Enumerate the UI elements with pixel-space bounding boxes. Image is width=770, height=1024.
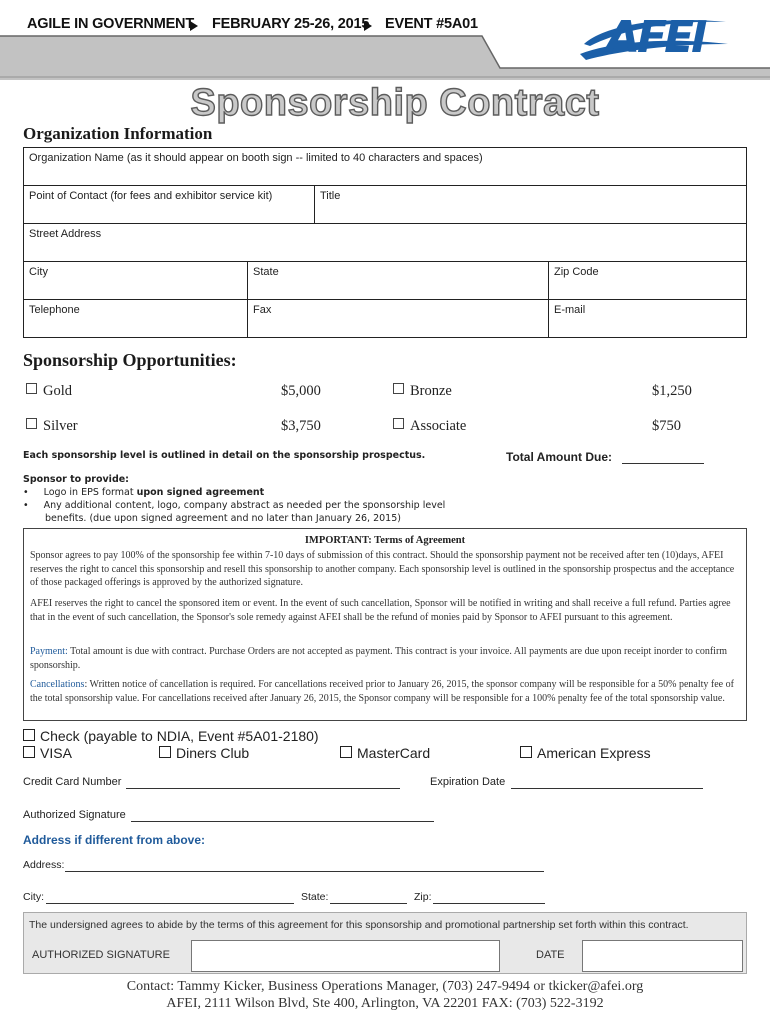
provide-item-logo-bold: upon signed agreement [136, 487, 265, 498]
provide-item-content-text: Any additional content, logo, company abstract as needed per the sponsorship level [43, 500, 446, 511]
total-amount-field[interactable] [622, 452, 704, 464]
amex-option[interactable] [520, 745, 651, 761]
payment-term-text: Total amount is due with contract. Purchase Orders are not accepted as payment. This contract is your invoice. All payments are due upon receipt inorder to confirm sponsorship. [30, 646, 728, 671]
page-title: Sponsorship Contract [190, 82, 600, 124]
silver-option[interactable] [26, 418, 78, 435]
date-label: DATE [536, 949, 565, 961]
terms-paragraph-1: Sponsor agrees to pay 100% of the sponsorship fee within 7-10 days of submission of this contract. Should the sponsorship payment not be received after ten (10)days, AFEI reserves the right to cancel this sponsorship and resell this sponsorship to another company. Each sponsorship level is outlined in the sponsorship prospectus and the acceptance of those packaged offerings is approved by the authorized signature. [30, 550, 735, 588]
prospectus-note: Each sponsorship level is outlined in detail on the sponsorship prospectus. [23, 450, 426, 461]
alt-address-label: Address: [23, 859, 65, 871]
agreement-box [23, 912, 747, 974]
org-name-field[interactable]: Organization Name (as it should appear on booth sign -- limited to 40 characters and spaces) [29, 152, 483, 164]
sponsorship-heading: Sponsorship Opportunities: [23, 350, 237, 370]
checkbox-icon[interactable] [520, 746, 532, 758]
arrow-right-icon [364, 21, 372, 31]
street-row [24, 224, 746, 262]
date-input[interactable] [582, 940, 743, 972]
amex-label: American Express [537, 745, 651, 761]
provide-item-content: • Any additional content, logo, company abstract as needed per the sponsorship level [23, 500, 446, 511]
checkbox-icon[interactable] [340, 746, 352, 758]
associate-option[interactable] [393, 418, 466, 435]
diners-label: Diners Club [176, 745, 250, 761]
checkbox-icon[interactable] [23, 746, 35, 758]
agreement-text: The undersigned agrees to abide by the terms of this agreement for this sponsorship and promotional partnership set forth within this contract. [29, 919, 689, 931]
checkbox-icon[interactable] [23, 729, 35, 741]
terms-cancellations [30, 678, 742, 705]
cc-number-label: Credit Card Number [23, 776, 122, 788]
mastercard-option[interactable] [340, 745, 430, 761]
gold-price: $5,000 [281, 383, 321, 399]
check-option[interactable] [23, 728, 319, 744]
org-section-heading: Organization Information [23, 124, 213, 143]
silver-label: Silver [43, 418, 78, 434]
alt-city-field[interactable] [46, 891, 294, 904]
address-line: AFEI, 2111 Wilson Blvd, Ste 400, Arlington, VA 22201 FAX: (703) 522-3192 [166, 996, 604, 1011]
zip-field[interactable]: Zip Code [548, 262, 746, 299]
visa-option[interactable] [23, 745, 72, 761]
auth-sig-label: Authorized Signature [23, 809, 126, 821]
bronze-option[interactable] [393, 383, 452, 400]
city-row [24, 262, 746, 300]
associate-label: Associate [410, 418, 467, 434]
checkbox-icon[interactable] [393, 418, 404, 429]
poc-field[interactable]: Point of Contact (for fees and exhibitor service kit) [29, 190, 273, 202]
authorized-signature-label: AUTHORIZED SIGNATURE [32, 949, 170, 961]
event-dates: FEBRUARY 25-26, 2015 [212, 16, 370, 32]
terms-box [23, 528, 747, 721]
expiration-field[interactable] [511, 776, 703, 789]
alt-address-field[interactable] [65, 859, 544, 872]
event-name: AGILE IN GOVERNMENT [27, 16, 194, 32]
street-address-field[interactable]: Street Address [29, 228, 102, 240]
total-amount-label: Total Amount Due: [506, 450, 612, 464]
payment-term-label: Payment: [30, 646, 68, 657]
alt-city-label: City: [23, 891, 44, 903]
poc-row [24, 186, 746, 224]
checkbox-icon[interactable] [393, 383, 404, 394]
gold-label: Gold [43, 383, 72, 399]
bronze-price: $1,250 [652, 383, 692, 399]
afei-logo [576, 10, 736, 70]
provide-item-content-cont: benefits. (due upon signed agreement and no later than January 26, 2015) [45, 513, 401, 524]
gold-option[interactable] [26, 383, 72, 400]
associate-price: $750 [652, 418, 681, 434]
provide-heading: Sponsor to provide: [23, 474, 129, 485]
alt-zip-field[interactable] [433, 891, 545, 904]
cc-number-field[interactable] [126, 776, 400, 789]
checkbox-icon[interactable] [26, 418, 37, 429]
contact-line: Contact: Tammy Kicker, Business Operations Manager, (703) 247-9494 or tkicker@afei.org [126, 979, 644, 994]
org-info-table [23, 147, 747, 338]
checkbox-icon[interactable] [26, 383, 37, 394]
cancel-term-text: : Written notice of cancellation is required. For cancellations received prior to January 26, 2015, the sponsor company will be responsible for a 50% penalty fee of the total sponsorship value. For cancellations received after January 26, 2015, the Sponsor company will be responsible for a 100% penalty fee of the total sponsorship value. [30, 679, 734, 704]
provide-item-logo-text: Logo in EPS format [43, 487, 137, 498]
auth-sig-field[interactable] [131, 809, 434, 822]
logo-text: AFEI [606, 12, 705, 63]
alt-state-label: State: [301, 891, 329, 903]
provide-item-logo: • Logo in EPS format upon signed agreement [23, 487, 265, 498]
expiration-label: Expiration Date [430, 776, 506, 788]
mastercard-label: MasterCard [357, 745, 431, 761]
authorized-signature-input[interactable] [191, 940, 500, 972]
terms-payment [30, 645, 742, 672]
alt-address-heading: Address if different from above: [23, 833, 206, 847]
city-field[interactable]: City [29, 266, 48, 278]
telephone-field[interactable]: Telephone [29, 304, 80, 316]
cancel-term-label: Cancellations [30, 679, 85, 690]
state-field[interactable]: State [247, 262, 548, 299]
silver-price: $3,750 [281, 418, 321, 434]
title-field[interactable]: Title [314, 186, 746, 223]
terms-heading: IMPORTANT: Terms of Agreement [304, 535, 466, 546]
terms-paragraph-2: AFEI reserves the right to cancel the sponsored item or event. In the event of such cancellation, Sponsor will be notified in writing and shall receive a full refund. Parties agree that in the event of such cancellation, the Sponsor's sole remedy against AFEI shall be the refund of monies paid by Sponsor to AFEI pursuant to this agreement. [30, 598, 731, 623]
checkbox-icon[interactable] [159, 746, 171, 758]
event-id: EVENT #5A01 [385, 16, 478, 32]
arrow-right-icon [190, 21, 198, 31]
alt-state-field[interactable] [330, 891, 407, 904]
phone-row [24, 300, 746, 337]
bronze-label: Bronze [410, 383, 452, 399]
org-name-row [24, 148, 746, 186]
check-label: Check (payable to NDIA, Event #5A01-2180) [40, 728, 319, 744]
diners-option[interactable] [159, 745, 249, 761]
fax-field[interactable]: Fax [247, 300, 548, 337]
visa-label: VISA [40, 745, 72, 761]
email-field[interactable]: E-mail [548, 300, 746, 337]
alt-zip-label: Zip: [414, 891, 432, 903]
